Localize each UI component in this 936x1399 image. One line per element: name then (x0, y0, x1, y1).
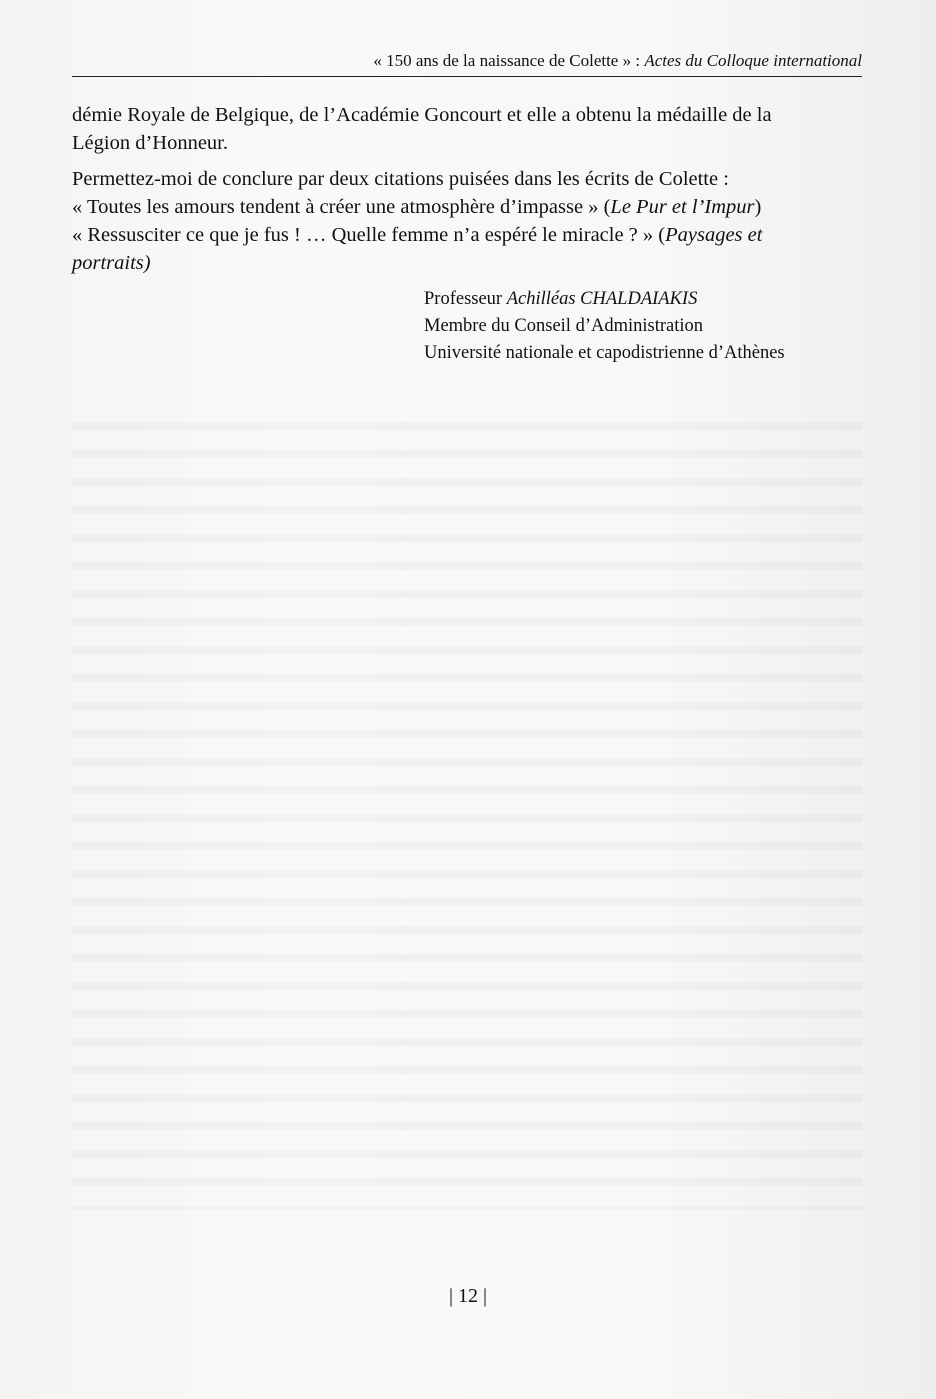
signature-institution: Université nationale et capodistrienne d’Athènes (424, 343, 785, 363)
show-through-text (72, 410, 862, 1210)
running-header (72, 50, 862, 72)
page-number: | 12 | (448, 1285, 487, 1307)
signature-role: Membre du Conseil d’Administration (424, 316, 704, 336)
text-line: démie Royale de Belgique, de l’Académie Goncourt et elle a obtenu la médaille de la (72, 104, 772, 126)
citation-1-close: ) (754, 196, 762, 218)
signature-name-line (424, 286, 785, 313)
text-line: Légion d’Honneur. (72, 132, 228, 154)
citation-2-text: « Ressusciter ce que je fus ! … Quelle femme n’a espéré le miracle ? » ( (72, 224, 666, 246)
citation-2-source-cont: portraits) (72, 252, 151, 274)
signature-title: Professeur (424, 289, 507, 309)
citation-1-text: « Toutes les amours tendent à créer une atmosphère d’impasse » ( (72, 196, 611, 218)
citation-2-source: Paysages et (665, 224, 763, 246)
signature-name: Achilléas CHALDAIAKIS (506, 289, 698, 309)
text-line: Permettez-moi de conclure par deux citations puisées dans les écrits de Colette : (72, 168, 729, 190)
header-rule (72, 76, 862, 77)
paragraph-citations (72, 165, 862, 277)
header-title: « 150 ans de la naissance de Colette » : (373, 51, 645, 70)
citation-2 (72, 221, 862, 249)
header-subtitle: Actes du Colloque international (644, 51, 862, 70)
citation-1 (72, 193, 862, 221)
body-text (72, 101, 862, 277)
signature-block (424, 286, 785, 367)
citation-1-source: Le Pur et l’Impur (610, 196, 755, 218)
paragraph-closing-honors (72, 101, 862, 157)
